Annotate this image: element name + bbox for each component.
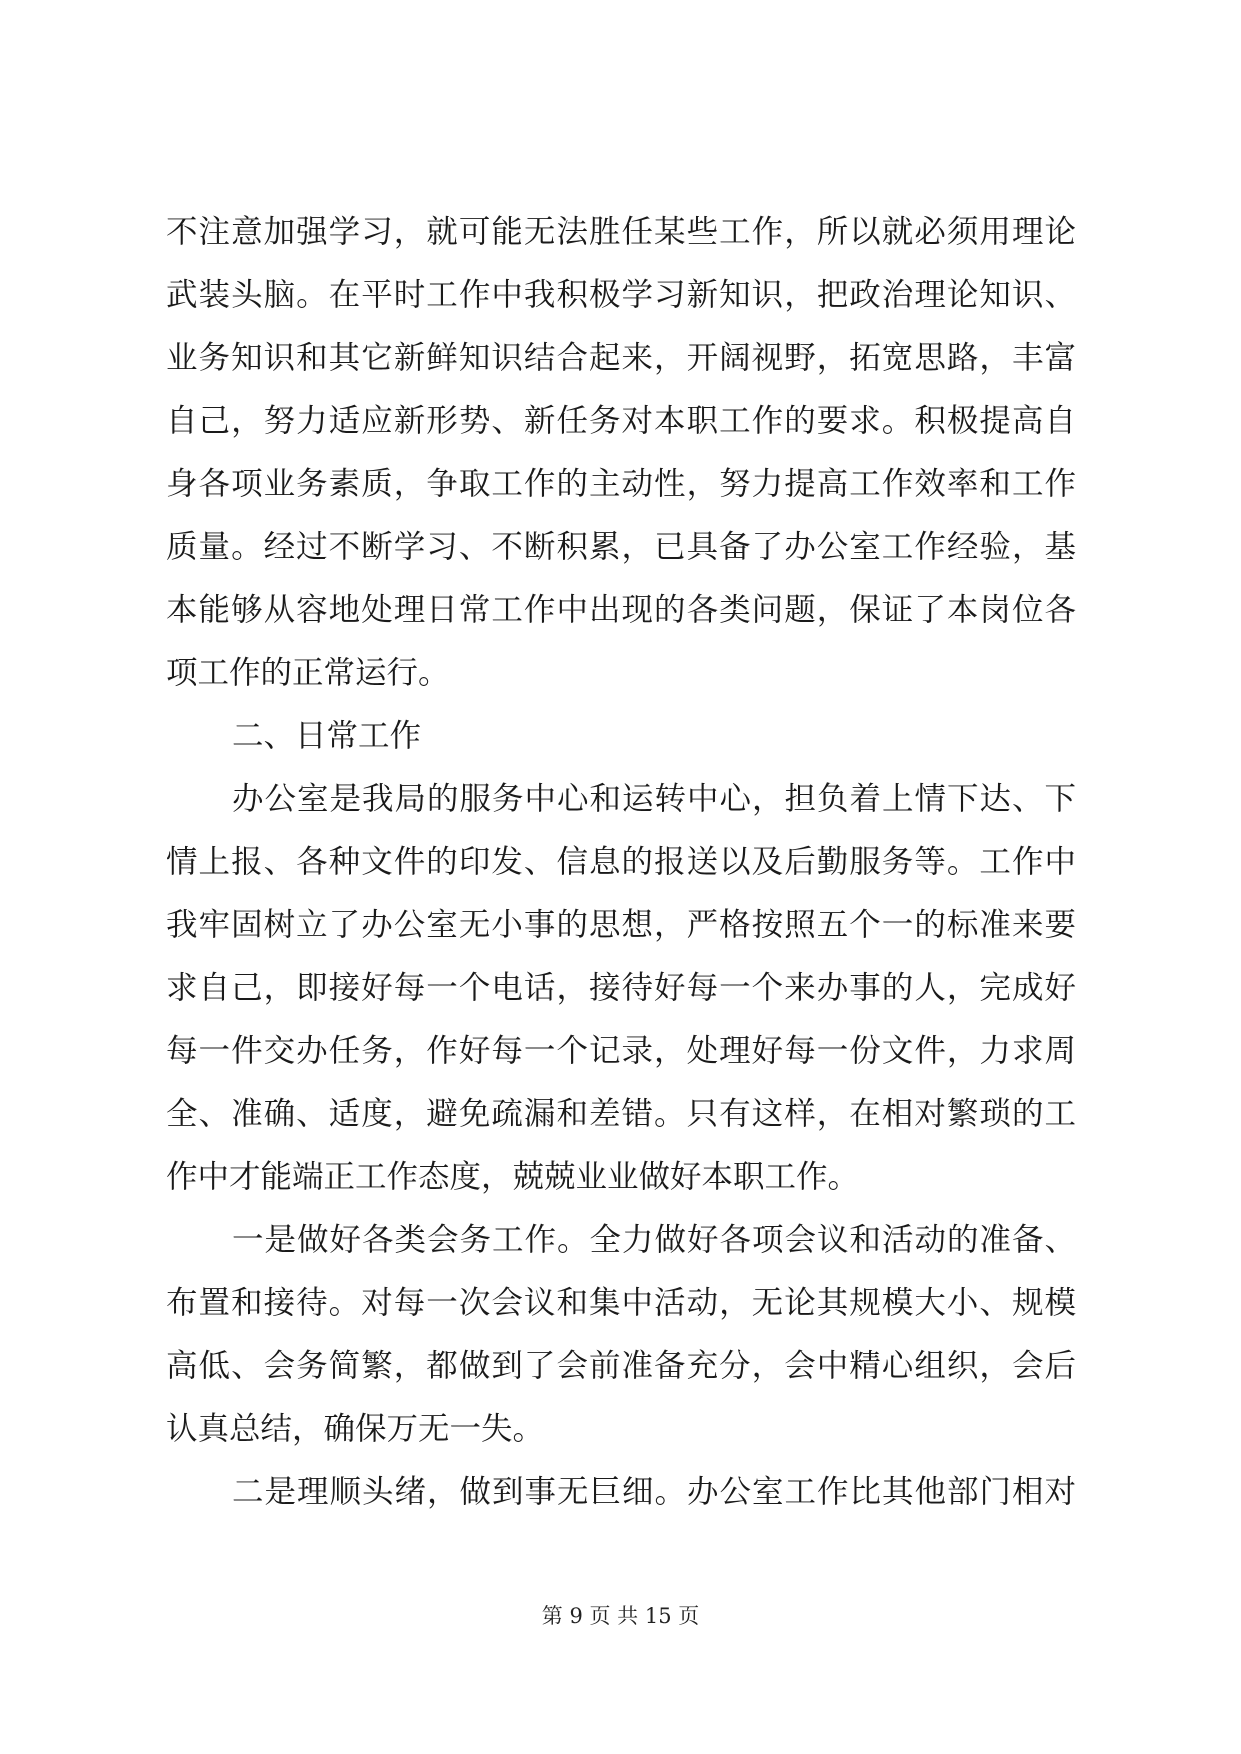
text-line: 我牢固树立了办公室无小事的思想，严格按照五个一的标准来要 xyxy=(166,907,1076,943)
text-line: 布置和接待。对每一次会议和集中活动，无论其规模大小、规模 xyxy=(166,1285,1076,1321)
text-line: 武装头脑。在平时工作中我积极学习新知识，把政治理论知识、 xyxy=(166,277,1076,313)
text-line: 情上报、各种文件的印发、信息的报送以及后勤服务等。工作中 xyxy=(166,844,1076,880)
text-line: 二是理顺头绪，做到事无巨细。办公室工作比其他部门相对 xyxy=(232,1474,1076,1510)
text-line: 一是做好各类会务工作。全力做好各项会议和活动的准备、 xyxy=(232,1222,1076,1258)
text-line: 求自己，即接好每一个电话，接待好每一个来办事的人，完成好 xyxy=(166,970,1076,1006)
page-number-footer: 第 9 页 共 15 页 xyxy=(541,1604,700,1628)
text-line: 认真总结，确保万无一失。 xyxy=(166,1411,545,1447)
text-line: 全、准确、适度，避免疏漏和差错。只有这样，在相对繁琐的工 xyxy=(166,1096,1076,1132)
text-line: 每一件交办任务，作好每一个记录，处理好每一份文件，力求周 xyxy=(166,1033,1076,1069)
text-line: 办公室是我局的服务中心和运转中心，担负着上情下达、下 xyxy=(232,781,1076,817)
text-line: 身各项业务素质，争取工作的主动性，努力提高工作效率和工作 xyxy=(166,466,1076,502)
text-line: 不注意加强学习，就可能无法胜任某些工作，所以就必须用理论 xyxy=(166,214,1076,250)
text-line: 作中才能端正工作态度，兢兢业业做好本职工作。 xyxy=(166,1159,860,1195)
text-line: 业务知识和其它新鲜知识结合起来，开阔视野，拓宽思路，丰富 xyxy=(166,340,1076,376)
text-line: 质量。经过不断学习、不断积累，已具备了办公室工作经验，基 xyxy=(166,529,1076,565)
section-heading: 二、日常工作 xyxy=(232,718,422,754)
text-line: 本能够从容地处理日常工作中出现的各类问题，保证了本岗位各 xyxy=(166,592,1076,628)
text-line: 高低、会务简繁，都做到了会前准备充分，会中精心组织，会后 xyxy=(166,1348,1076,1384)
text-line: 自己，努力适应新形势、新任务对本职工作的要求。积极提高自 xyxy=(166,403,1076,439)
text-line: 项工作的正常运行。 xyxy=(166,655,450,691)
